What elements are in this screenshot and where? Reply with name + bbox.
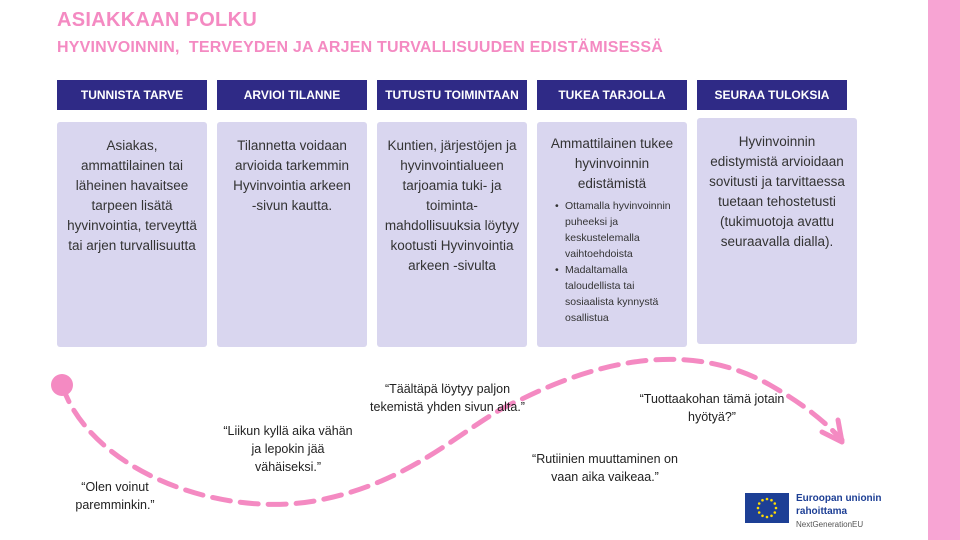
step-text-arvioi: Tilannetta voidaan arvioida tarkemmin Hyvinvointia arkeen -sivun kautta. (233, 138, 351, 213)
bullet-item: • Madaltamalla taloudellista tai sosiaalista kynnystä osallistua (555, 262, 675, 326)
step-header-tunnista: TUNNISTA TARVE (57, 80, 207, 110)
bullet-item: • Ottamalla hyvinvoinnin puheeksi ja keskustelemalla vaihtoehdoista (555, 198, 675, 262)
eu-funding-text (796, 492, 882, 531)
page-subtitle: HYVINVOINNIN, TERVEYDEN JA ARJEN TURVALLISUUDEN EDISTÄMISESSÄ (57, 39, 663, 56)
step-text-seuraa: Hyvinvoinnin edistymistä arvioidaan sovitusti ja tarvittaessa tuetaan tehostetusti (tukimuotoja avattu seuraavalla dialla). (709, 134, 845, 249)
eu-flag-icon (745, 493, 789, 523)
quote-5: “Tuottaakohan tämä jotain hyötyä?” (639, 392, 785, 424)
step-text-tunnista: Asiakas, ammattilainen tai läheinen havaitsee tarpeen lisätä hyvinvointia, terveyttä tai arjen turvallisuutta (67, 138, 197, 253)
eu-line-1: Euroopan unionin (796, 493, 882, 504)
eu-line-2: rahoittama (796, 506, 848, 517)
quote-4: “Rutiinien muuttaminen on vaan aika vaikeaa.” (532, 452, 678, 484)
quote-1: “Olen voinut paremminkin.” (75, 480, 155, 512)
page-title: ASIAKKAAN POLKU (57, 9, 258, 31)
quote-2: “Liikun kyllä aika vähän ja lepokin jää vähäiseksi.” (223, 424, 353, 474)
step-text-tukea: Ammattilainen tukee hyvinvoinnin edistämistä (550, 136, 674, 191)
step-header-tutustu: TUTUSTU TOIMINTAAN (377, 80, 527, 110)
step-text-tutustu: Kuntien, järjestöjen ja hyvinvointialueen tarjoamia tuki- ja toiminta-mahdollisuuksia löytyy kootusti Hyvinvointia arkeen -sivulta (384, 138, 520, 273)
step-header-arvioi: ARVIOI TILANNE (217, 80, 367, 110)
step-header-tukea: TUKEA TARJOLLA (537, 80, 687, 110)
quote-3: “Täältäpä löytyy paljon tekemistä yhden sivun alta.” (370, 382, 525, 414)
eu-line-3: NextGenerationEU (796, 520, 864, 529)
step-header-seuraa: SEURAA TULOKSIA (697, 80, 847, 110)
